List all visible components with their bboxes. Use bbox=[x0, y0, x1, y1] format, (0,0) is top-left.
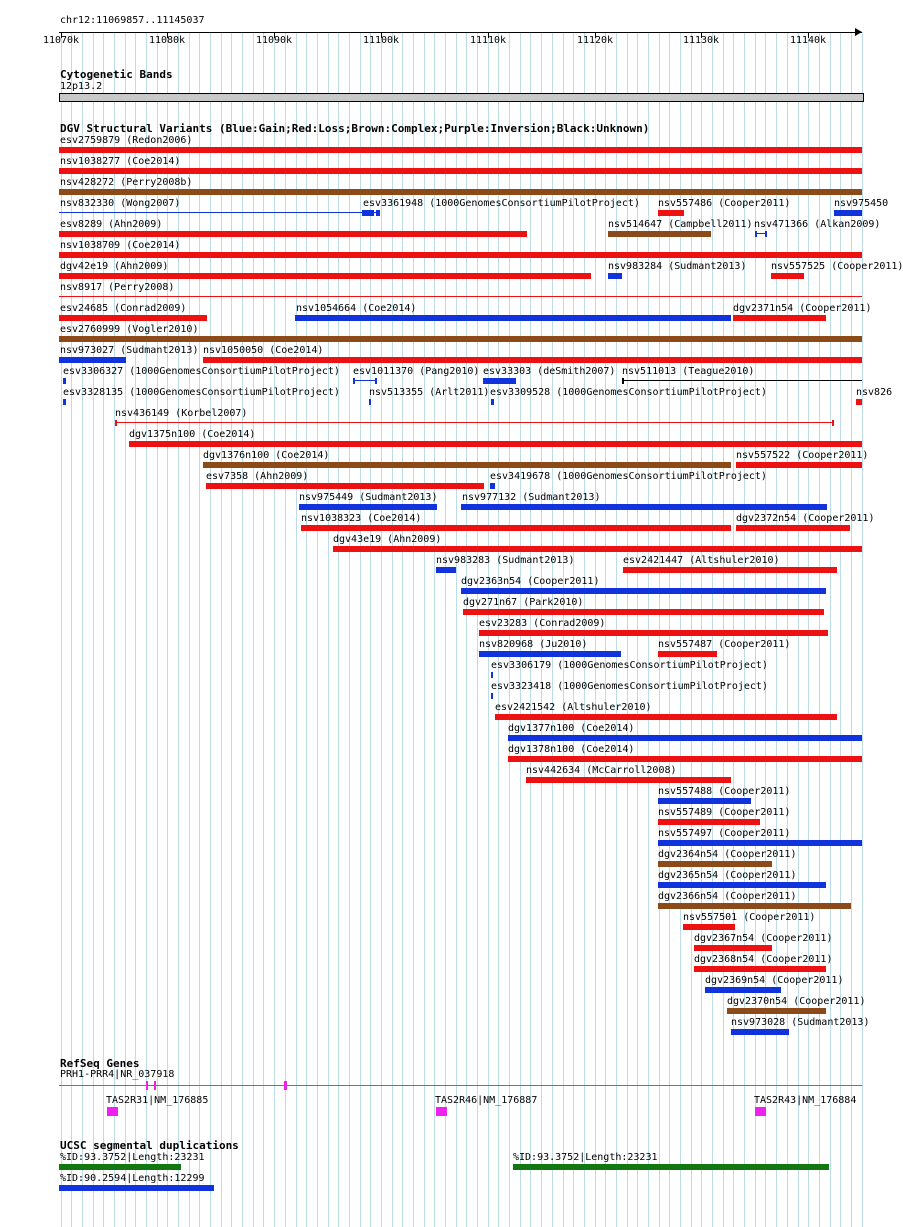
variant-label[interactable]: nsv428272 (Perry2008b) bbox=[60, 177, 193, 188]
segdup-bar[interactable] bbox=[59, 1164, 181, 1170]
gene-intron-line[interactable] bbox=[59, 1085, 862, 1086]
variant-bar[interactable] bbox=[203, 462, 731, 468]
variant-label[interactable]: nsv1050050 (Coe2014) bbox=[203, 345, 324, 356]
gene-block[interactable] bbox=[755, 1107, 766, 1116]
variant-label[interactable]: nsv977132 (Sudmant2013) bbox=[462, 492, 601, 503]
variant-label[interactable]: nsv832330 (Wong2007) bbox=[60, 198, 181, 209]
variant-label[interactable]: nsv557488 (Cooper2011) bbox=[658, 786, 791, 797]
variant-bar[interactable] bbox=[727, 1008, 826, 1014]
variant-label[interactable]: dgv42e19 (Ahn2009) bbox=[60, 261, 169, 272]
variant-label[interactable]: esv1011370 (Pang2010) bbox=[353, 366, 480, 377]
variant-label[interactable]: esv2760999 (Vogler2010) bbox=[60, 324, 199, 335]
grid-line bbox=[830, 32, 831, 1227]
variant-bar[interactable] bbox=[59, 357, 126, 363]
variant-label[interactable]: esv3306179 (1000GenomesConsortiumPilotProject) bbox=[491, 660, 768, 671]
variant-bar[interactable] bbox=[623, 567, 837, 573]
cytoband-bar[interactable] bbox=[59, 93, 864, 102]
variant-label[interactable]: dgv2365n54 (Cooper2011) bbox=[658, 870, 797, 881]
variant-bar[interactable] bbox=[479, 630, 828, 636]
variant-bar[interactable] bbox=[491, 399, 494, 405]
variant-bar[interactable] bbox=[658, 882, 826, 888]
variant-label[interactable]: nsv511013 (Teague2010) bbox=[622, 366, 755, 377]
variant-label[interactable]: esv3323418 (1000GenomesConsortiumPilotProject) bbox=[491, 681, 768, 692]
segdup-label[interactable]: %ID:90.2594|Length:12299 bbox=[60, 1173, 205, 1184]
variant-bar[interactable] bbox=[491, 693, 493, 699]
variant-label[interactable]: nsv1038277 (Coe2014) bbox=[60, 156, 181, 167]
grid-line bbox=[456, 32, 457, 1227]
variant-bar[interactable] bbox=[658, 210, 684, 216]
variant-bar[interactable] bbox=[658, 651, 717, 657]
variant-bar[interactable] bbox=[463, 609, 824, 615]
variant-bar[interactable] bbox=[461, 504, 827, 510]
variant-bar[interactable] bbox=[59, 336, 862, 342]
variant-line[interactable] bbox=[59, 296, 862, 297]
grid-line bbox=[402, 32, 403, 1227]
variant-bar[interactable] bbox=[856, 399, 862, 405]
variant-bar[interactable] bbox=[59, 231, 527, 237]
variant-bar[interactable] bbox=[658, 840, 862, 846]
variant-label[interactable]: dgv1377n100 (Coe2014) bbox=[508, 723, 635, 734]
variant-label[interactable]: dgv1378n100 (Coe2014) bbox=[508, 744, 635, 755]
variant-label[interactable]: esv2759879 (Redon2006) bbox=[60, 135, 193, 146]
gene-exon[interactable] bbox=[284, 1081, 287, 1090]
variant-bar[interactable] bbox=[683, 924, 735, 930]
variant-line[interactable] bbox=[353, 380, 377, 381]
variant-label[interactable]: nsv557487 (Cooper2011) bbox=[658, 639, 791, 650]
cytoband-label: 12p13.2 bbox=[60, 81, 103, 92]
variant-label[interactable]: dgv2367n54 (Cooper2011) bbox=[694, 933, 833, 944]
variant-label[interactable]: nsv1038709 (Coe2014) bbox=[60, 240, 181, 251]
variant-label[interactable]: esv3309528 (1000GenomesConsortiumPilotProject) bbox=[490, 387, 767, 398]
variant-bar[interactable] bbox=[203, 357, 862, 363]
variant-block[interactable] bbox=[353, 378, 355, 384]
variant-bar[interactable] bbox=[436, 567, 456, 573]
variant-bar[interactable] bbox=[59, 273, 591, 279]
variant-label[interactable]: esv33303 (deSmith2007) bbox=[483, 366, 616, 377]
variant-label[interactable]: esv3328135 (1000GenomesConsortiumPilotProject) bbox=[63, 387, 340, 398]
variant-bar[interactable] bbox=[59, 147, 862, 153]
segdup-label[interactable]: %ID:93.3752|Length:23231 bbox=[60, 1152, 205, 1163]
variant-label[interactable]: nsv557486 (Cooper2011) bbox=[658, 198, 791, 209]
variant-bar[interactable] bbox=[301, 525, 731, 531]
variant-bar[interactable] bbox=[658, 798, 751, 804]
segdup-track-title[interactable]: UCSC segmental duplications bbox=[60, 1139, 239, 1152]
variant-label[interactable]: esv3306327 (1000GenomesConsortiumPilotProject) bbox=[63, 366, 340, 377]
gene-label[interactable]: TAS2R46|NM_176887 bbox=[435, 1095, 538, 1106]
dgv-track-title[interactable]: DGV Structural Variants (Blue:Gain;Red:Loss;Brown:Complex;Purple:Inversion;Black:Unknown) bbox=[60, 122, 650, 135]
region-label: chr12:11069857..11145037 bbox=[60, 15, 205, 26]
variant-bar[interactable] bbox=[63, 399, 66, 405]
grid-line bbox=[466, 32, 467, 1227]
cytoband-track-title[interactable]: Cytogenetic Bands bbox=[60, 68, 173, 81]
gene-label[interactable]: TAS2R31|NM_176885 bbox=[106, 1095, 209, 1106]
variant-label[interactable]: nsv436149 (Korbel2007) bbox=[115, 408, 248, 419]
gene-exon[interactable] bbox=[146, 1081, 148, 1090]
variant-block[interactable] bbox=[376, 210, 380, 216]
variant-label[interactable]: nsv973027 (Sudmant2013) bbox=[60, 345, 199, 356]
variant-label[interactable]: esv24685 (Conrad2009) bbox=[60, 303, 187, 314]
segdup-label[interactable]: %ID:93.3752|Length:23231 bbox=[513, 1152, 658, 1163]
variant-label[interactable]: nsv1038323 (Coe2014) bbox=[301, 513, 422, 524]
variant-block[interactable] bbox=[832, 420, 834, 426]
variant-bar[interactable] bbox=[59, 252, 862, 258]
variant-bar[interactable] bbox=[495, 714, 837, 720]
gene-block[interactable] bbox=[107, 1107, 118, 1116]
variant-block[interactable] bbox=[622, 378, 624, 384]
variant-label[interactable]: nsv826 bbox=[856, 387, 893, 398]
variant-bar[interactable] bbox=[59, 189, 862, 195]
variant-label[interactable]: nsv471366 (Alkan2009) bbox=[754, 219, 881, 230]
variant-label[interactable]: dgv2370n54 (Cooper2011) bbox=[727, 996, 866, 1007]
variant-bar[interactable] bbox=[736, 525, 850, 531]
variant-block[interactable] bbox=[362, 210, 374, 216]
variant-label[interactable]: nsv975449 (Sudmant2013) bbox=[299, 492, 438, 503]
variant-line[interactable] bbox=[622, 380, 862, 381]
grid-line bbox=[862, 32, 863, 1227]
ruler-tick-label: 11120k bbox=[576, 35, 614, 46]
variant-label[interactable]: nsv557522 (Cooper2011) bbox=[736, 450, 869, 461]
variant-label[interactable]: esv3361948 (1000GenomesConsortiumPilotProject) bbox=[363, 198, 640, 209]
ruler-tick-label: 11130k bbox=[682, 35, 720, 46]
variant-line[interactable] bbox=[115, 422, 834, 423]
refseq-gene-label: PRH1-PRR4|NR_037918 bbox=[60, 1069, 175, 1080]
variant-bar[interactable] bbox=[333, 546, 862, 552]
variant-bar[interactable] bbox=[461, 588, 826, 594]
grid-line bbox=[477, 32, 478, 1227]
variant-bar[interactable] bbox=[59, 168, 862, 174]
variant-bar[interactable] bbox=[299, 504, 437, 510]
variant-block[interactable] bbox=[765, 231, 767, 237]
variant-label[interactable]: dgv2366n54 (Cooper2011) bbox=[658, 891, 797, 902]
variant-label[interactable]: esv3419678 (1000GenomesConsortiumPilotProject) bbox=[490, 471, 767, 482]
variant-label[interactable]: esv2421542 (Altshuler2010) bbox=[495, 702, 652, 713]
variant-bar[interactable] bbox=[63, 378, 66, 384]
variant-bar[interactable] bbox=[705, 987, 781, 993]
variant-bar[interactable] bbox=[608, 273, 622, 279]
gene-block[interactable] bbox=[436, 1107, 447, 1116]
variant-bar[interactable] bbox=[59, 315, 207, 321]
variant-bar[interactable] bbox=[206, 483, 484, 489]
variant-label[interactable]: nsv442634 (McCarroll2008) bbox=[526, 765, 677, 776]
variant-label[interactable]: dgv2363n54 (Cooper2011) bbox=[461, 576, 600, 587]
variant-bar[interactable] bbox=[771, 273, 804, 279]
variant-label[interactable]: esv8289 (Ahn2009) bbox=[60, 219, 163, 230]
variant-label[interactable]: nsv1054664 (Coe2014) bbox=[296, 303, 417, 314]
variant-label[interactable]: nsv820968 (Ju2010) bbox=[479, 639, 588, 650]
gene-label[interactable]: TAS2R43|NM_176884 bbox=[754, 1095, 857, 1106]
variant-bar[interactable] bbox=[731, 1029, 789, 1035]
variant-label[interactable]: dgv2364n54 (Cooper2011) bbox=[658, 849, 797, 860]
grid-line bbox=[413, 32, 414, 1227]
variant-bar[interactable] bbox=[369, 399, 371, 405]
refseq-track-title[interactable]: RefSeq Genes bbox=[60, 1057, 140, 1070]
segdup-bar[interactable] bbox=[513, 1164, 829, 1170]
variant-label[interactable]: nsv983283 (Sudmant2013) bbox=[436, 555, 575, 566]
variant-bar[interactable] bbox=[658, 819, 760, 825]
segdup-bar[interactable] bbox=[59, 1185, 214, 1191]
grid-line bbox=[445, 32, 446, 1227]
grid-line bbox=[381, 32, 382, 1227]
variant-label[interactable]: dgv2372n54 (Cooper2011) bbox=[736, 513, 875, 524]
grid-line bbox=[434, 32, 435, 1227]
variant-block[interactable] bbox=[755, 231, 757, 237]
ruler-tick-label: 11100k bbox=[362, 35, 400, 46]
variant-block[interactable] bbox=[375, 378, 377, 384]
variant-line[interactable] bbox=[59, 212, 380, 213]
ruler-tick-label: 11080k bbox=[148, 35, 186, 46]
variant-label[interactable]: nsv513355 (Arlt2011) bbox=[369, 387, 490, 398]
ruler-tick-label: 11090k bbox=[255, 35, 293, 46]
variant-label[interactable]: nsv557497 (Cooper2011) bbox=[658, 828, 791, 839]
grid-line bbox=[424, 32, 425, 1227]
variant-label[interactable]: dgv1376n100 (Coe2014) bbox=[203, 450, 330, 461]
variant-bar[interactable] bbox=[694, 966, 826, 972]
variant-label[interactable]: dgv43e19 (Ahn2009) bbox=[333, 534, 442, 545]
variant-label[interactable]: dgv1375n100 (Coe2014) bbox=[129, 429, 256, 440]
grid-line bbox=[392, 32, 393, 1227]
variant-label[interactable]: dgv2371n54 (Cooper2011) bbox=[733, 303, 872, 314]
variant-bar[interactable] bbox=[733, 315, 826, 321]
variant-label[interactable]: nsv8917 (Perry2008) bbox=[60, 282, 175, 293]
arrow-right-icon[interactable] bbox=[855, 28, 862, 36]
variant-bar[interactable] bbox=[483, 378, 516, 384]
variant-label[interactable]: nsv975450 bbox=[834, 198, 889, 209]
gene-exon[interactable] bbox=[154, 1081, 156, 1090]
variant-label[interactable]: esv2421447 (Altshuler2010) bbox=[623, 555, 780, 566]
variant-label[interactable]: nsv514647 (Campbell2011) bbox=[608, 219, 753, 230]
ruler-axis bbox=[59, 32, 862, 33]
ruler-tick-label: 11070k bbox=[42, 35, 80, 46]
variant-bar[interactable] bbox=[479, 651, 621, 657]
variant-label[interactable]: nsv557525 (Cooper2011) bbox=[771, 261, 903, 272]
variant-block[interactable] bbox=[115, 420, 117, 426]
variant-bar[interactable] bbox=[658, 861, 772, 867]
variant-label[interactable]: nsv973028 (Sudmant2013) bbox=[731, 1017, 870, 1028]
variant-bar[interactable] bbox=[736, 462, 862, 468]
variant-label[interactable]: dgv2368n54 (Cooper2011) bbox=[694, 954, 833, 965]
variant-bar[interactable] bbox=[658, 903, 851, 909]
variant-bar[interactable] bbox=[608, 231, 711, 237]
variant-label[interactable]: nsv557489 (Cooper2011) bbox=[658, 807, 791, 818]
variant-label[interactable]: nsv983284 (Sudmant2013) bbox=[608, 261, 747, 272]
variant-bar[interactable] bbox=[295, 315, 731, 321]
ruler-tick-label: 11110k bbox=[469, 35, 507, 46]
variant-label[interactable]: esv23283 (Conrad2009) bbox=[479, 618, 606, 629]
variant-label[interactable]: dgv2369n54 (Cooper2011) bbox=[705, 975, 844, 986]
variant-label[interactable]: esv7358 (Ahn2009) bbox=[206, 471, 309, 482]
variant-bar[interactable] bbox=[694, 945, 772, 951]
variant-bar[interactable] bbox=[491, 672, 493, 678]
variant-bar[interactable] bbox=[526, 777, 731, 783]
variant-bar[interactable] bbox=[490, 483, 495, 489]
variant-label[interactable]: dgv271n67 (Park2010) bbox=[463, 597, 584, 608]
variant-bar[interactable] bbox=[129, 441, 862, 447]
variant-label[interactable]: nsv557501 (Cooper2011) bbox=[683, 912, 816, 923]
variant-bar[interactable] bbox=[508, 756, 862, 762]
variant-bar[interactable] bbox=[834, 210, 862, 216]
variant-bar[interactable] bbox=[508, 735, 862, 741]
ruler-tick-label: 11140k bbox=[789, 35, 827, 46]
